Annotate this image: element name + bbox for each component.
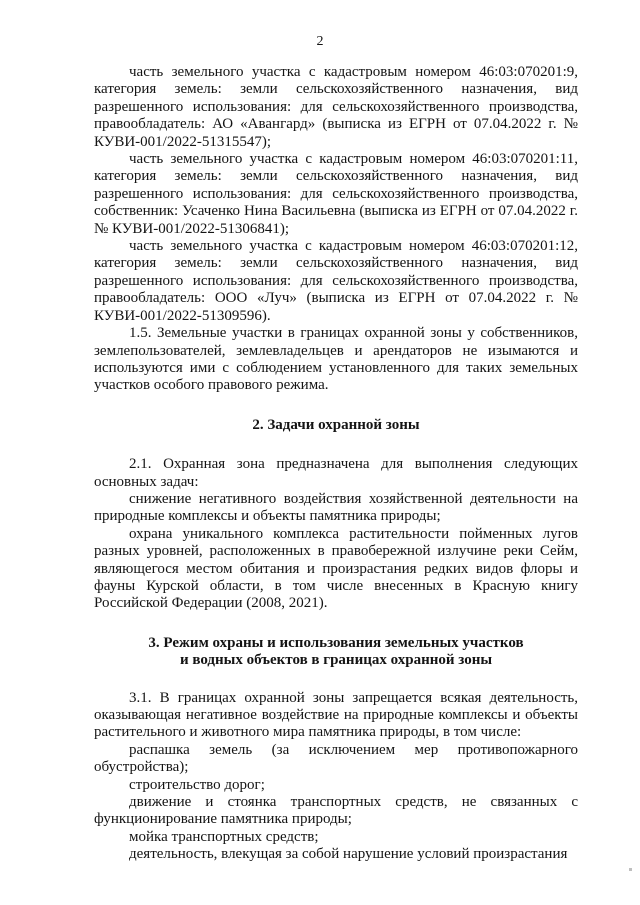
paragraph-task-protection: охрана уникального комплекса растительности пойменных лугов разных уровней, расположенных в правобережной излучине реки Сейм, являющегося местом обитания и произрастания редких видов флоры и фауны Курской области, в том числе внесенных в Красную книгу Российской Федерации (2008, 2021). (94, 525, 578, 612)
list-item-roads: строительство дорог; (129, 776, 265, 793)
paragraph-2-1: 2.1. Охранная зона предназначена для выполнения следующих основных задач: (94, 456, 578, 490)
paragraph-task-impact: снижение негативного воздействия хозяйственной деятельности на природные комплексы и объекты памятника природы; (94, 490, 578, 525)
scan-artifact (629, 868, 632, 871)
list-item-vehicles: движение и стоянка транспортных средств, не связанных с функционирование памятника природы; (94, 794, 578, 828)
paragraph-parcel-12: часть земельного участка с кадастровым номером 46:03:070201:12, категория земель: земли сельскохозяйственного назначения, вид разрешенного использования: для сельскохозяйственного производства, правообладатель: ООО «Луч» (выписка из ЕГРН от 07.04.2022 г. № КУВИ-001/2022-51309596). (94, 238, 578, 324)
section-2-heading: 2. Задачи охранной зоны (252, 416, 420, 433)
paragraph-1-5: 1.5. Земельные участки в границах охранной зоны у собственников, землепользователей, землевладельцев и арендаторов не изымаются и используются ими с соблюдением установленного для таких земельных участков особого правового режима. (94, 325, 578, 394)
list-item-growth-conditions: деятельность, влекущая за собой нарушение условий произрастания (129, 846, 568, 863)
section-3-heading-line2: и водных объектов в границах охранной зоны (179, 652, 493, 669)
paragraph-parcel-9: часть земельного участка с кадастровым номером 46:03:070201:9, категория земель: земли сельскохозяйственного назначения, вид разрешенного использования: для сельскохозяйственного производства, правообладатель: АО «Авангард» (выписка из ЕГРН от 07.04.2022 г. № КУВИ-001/2022-51315547); (94, 64, 578, 150)
paragraph-parcel-11: часть земельного участка с кадастровым номером 46:03:070201:11, категория земель: земли сельскохозяйственного назначения, вид разрешенного использования: для сельскохозяйственного производства, собственник: Усаченко Нина Васильевна (выписка из ЕГРН от 07.04.2022 г. № КУВИ-001/2022-51306841); (94, 151, 578, 237)
paragraph-3-1: 3.1. В границах охранной зоны запрещается всякая деятельность, оказывающая негативное воздействие на природные комплексы и объекты растительного и животного мира памятника природы, в том числе: (94, 689, 578, 741)
page-number: 2 (316, 34, 324, 49)
document-body (94, 64, 578, 864)
list-item-washing: мойка транспортных средств; (129, 828, 319, 845)
section-3-heading-line1: 3. Режим охраны и использования земельных участков (148, 634, 524, 651)
section-3-heading (94, 635, 578, 670)
list-item-plowing: распашка земель (за исключением мер противопожарного обустройства); (94, 741, 578, 776)
